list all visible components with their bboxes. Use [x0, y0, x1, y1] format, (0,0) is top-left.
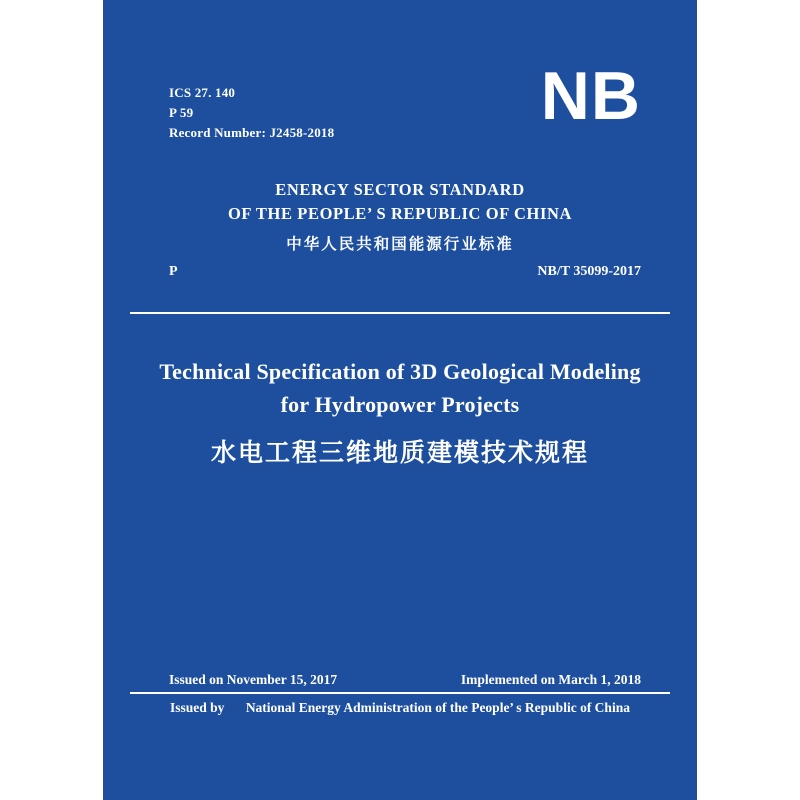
ics-code: ICS 27. 140	[169, 85, 236, 100]
cover-meta-block	[169, 83, 334, 143]
standard-number: NB/T 35099-2017	[537, 264, 641, 279]
standard-cover	[103, 0, 697, 800]
title-block	[143, 355, 657, 473]
header-line-chinese: 中华人民共和国能源行业标准	[286, 236, 514, 253]
divider-top	[130, 312, 670, 314]
title-english-line-2: for Hydropower Projects	[280, 392, 520, 417]
cover-header	[103, 178, 697, 260]
issuer-row	[103, 700, 697, 716]
classification-code: P 59	[169, 105, 194, 120]
dates-row	[169, 672, 641, 688]
divider-bottom	[130, 692, 670, 694]
header-line-english-1: ENERGY SECTOR STANDARD	[275, 180, 525, 199]
issued-date: Issued on November 15, 2017	[169, 672, 338, 687]
nb-logo: NB	[540, 58, 641, 134]
implemented-date: Implemented on March 1, 2018	[460, 672, 641, 687]
issued-by-label: Issued by	[170, 700, 225, 715]
category-letter: P	[169, 264, 178, 279]
record-number: Record Number: J2458-2018	[169, 125, 335, 140]
header-line-english-2: OF THE PEOPLE’ S REPUBLIC OF CHINA	[227, 204, 573, 223]
issuing-organization: National Energy Administration of the People’ s Republic of China	[245, 700, 630, 715]
title-chinese: 水电工程三维地质建模技术规程	[210, 440, 589, 467]
standard-number-row	[169, 264, 641, 280]
title-english-line-1: Technical Specification of 3D Geological Modeling	[159, 359, 641, 384]
